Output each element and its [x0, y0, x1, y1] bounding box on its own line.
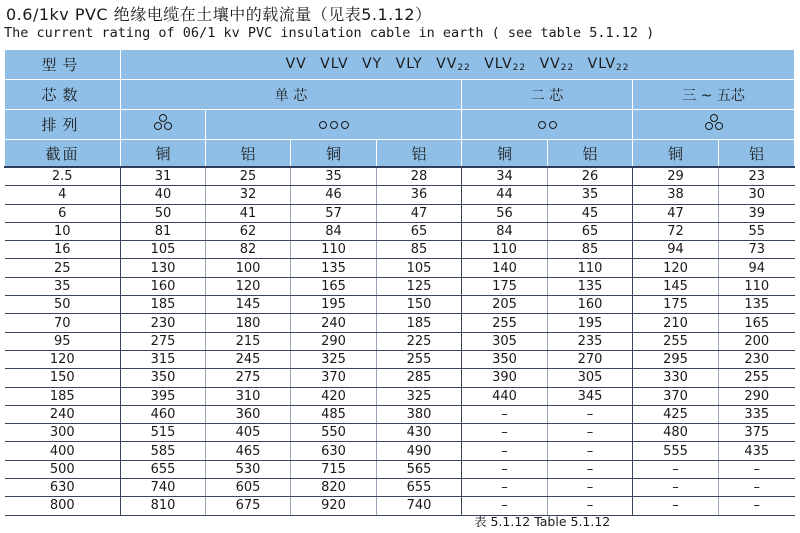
material-header-row [5, 140, 795, 168]
current-rating-cell: 295 [633, 350, 719, 368]
current-rating-cell: 230 [121, 314, 206, 332]
table-row [5, 442, 795, 460]
current-rating-cell: – [462, 460, 548, 478]
current-rating-cell: 26 [548, 167, 633, 186]
current-rating-cell: 150 [377, 296, 462, 314]
current-rating-cell: – [548, 479, 633, 497]
current-rating-cell: 120 [206, 277, 291, 295]
current-rating-cell: – [462, 442, 548, 460]
cross-section-cell: 4 [5, 186, 121, 204]
current-rating-cell: 420 [291, 387, 377, 405]
current-rating-cell: 135 [719, 296, 795, 314]
current-rating-cell: 73 [719, 241, 795, 259]
cross-section-cell: 16 [5, 241, 121, 259]
current-rating-cell: 30 [719, 186, 795, 204]
current-rating-cell: – [633, 497, 719, 515]
current-rating-cell: – [548, 442, 633, 460]
current-rating-cell: 40 [121, 186, 206, 204]
table-body [5, 167, 795, 515]
table-row [5, 259, 795, 277]
current-rating-cell: 55 [719, 222, 795, 240]
current-rating-cell: 32 [206, 186, 291, 204]
table-row [5, 405, 795, 423]
table-caption: 表 5.1.12 Table 5.1.12 [474, 514, 611, 529]
current-rating-cell: 370 [291, 369, 377, 387]
current-rating-cell: – [548, 460, 633, 478]
model-vly: VLY [395, 56, 423, 72]
current-rating-cell: 565 [377, 460, 462, 478]
model-vlv22-b: $VLV_{22}$ [587, 56, 630, 73]
current-rating-cell: 125 [377, 277, 462, 295]
column-header: 铝 [377, 140, 462, 168]
current-rating-cell: 85 [548, 241, 633, 259]
current-rating-cell: 485 [291, 405, 377, 423]
current-rating-cell: 195 [548, 314, 633, 332]
current-rating-cell: 480 [633, 424, 719, 442]
column-header: 铝 [719, 140, 795, 168]
current-rating-cell: 57 [291, 204, 377, 222]
current-rating-cell: 25 [206, 167, 291, 186]
current-rating-cell: – [548, 424, 633, 442]
current-rating-cell: 555 [633, 442, 719, 460]
current-rating-table [4, 49, 795, 516]
current-rating-cell: 655 [377, 479, 462, 497]
current-rating-cell: – [462, 479, 548, 497]
page-title-english: The current rating of 06/1 kv PVC insulation cable in earth ( see table 5.1.12 ) [4, 25, 655, 41]
three-core-arrangement-icon [633, 110, 795, 140]
current-rating-cell: 225 [377, 332, 462, 350]
table-row [5, 277, 795, 295]
current-rating-cell: 46 [291, 186, 377, 204]
three-five-core-header: 三 ~ 五芯 [633, 80, 795, 110]
current-rating-cell: 36 [377, 186, 462, 204]
current-rating-cell: 305 [548, 369, 633, 387]
model-vv22-b: $VV_{22}$ [539, 56, 575, 73]
current-rating-cell: 345 [548, 387, 633, 405]
column-header: 铝 [548, 140, 633, 168]
cross-section-cell: 800 [5, 497, 121, 515]
current-rating-cell: 425 [633, 405, 719, 423]
current-rating-cell: 65 [548, 222, 633, 240]
table-row [5, 222, 795, 240]
cross-section-cell: 70 [5, 314, 121, 332]
column-header: 铜 [462, 140, 548, 168]
current-rating-cell: 210 [633, 314, 719, 332]
current-rating-cell: – [462, 424, 548, 442]
current-rating-cell: 135 [548, 277, 633, 295]
current-rating-cell: 305 [462, 332, 548, 350]
current-rating-cell: 435 [719, 442, 795, 460]
current-rating-cell: 145 [206, 296, 291, 314]
current-rating-cell: 395 [121, 387, 206, 405]
cores-header-row [5, 80, 795, 110]
current-rating-cell: 23 [719, 167, 795, 186]
cross-section-cell: 500 [5, 460, 121, 478]
cross-section-cell: 300 [5, 424, 121, 442]
cross-section-cell: 120 [5, 350, 121, 368]
table-row [5, 314, 795, 332]
current-rating-cell: 315 [121, 350, 206, 368]
current-rating-cell: – [633, 479, 719, 497]
table-row [5, 350, 795, 368]
current-rating-cell: 175 [633, 296, 719, 314]
current-rating-cell: 390 [462, 369, 548, 387]
current-rating-cell: 325 [291, 350, 377, 368]
current-rating-cell: 105 [377, 259, 462, 277]
column-header: 铝 [206, 140, 291, 168]
current-rating-cell: 360 [206, 405, 291, 423]
two-core-arrangement-icon [462, 110, 633, 140]
model-vlv: VLV [320, 56, 349, 72]
current-rating-cell: 290 [291, 332, 377, 350]
current-rating-cell: 81 [121, 222, 206, 240]
current-rating-cell: 430 [377, 424, 462, 442]
current-rating-cell: 255 [377, 350, 462, 368]
current-rating-cell: 195 [291, 296, 377, 314]
current-rating-cell: 65 [377, 222, 462, 240]
table-row [5, 424, 795, 442]
current-rating-cell: 230 [719, 350, 795, 368]
single-core-header: 单 芯 [121, 80, 462, 110]
page-title-chinese: 0.6/1kv PVC 绝缘电缆在土壤中的载流量（见表5.1.12） [6, 5, 432, 24]
current-rating-cell: 205 [462, 296, 548, 314]
cross-section-cell: 2.5 [5, 167, 121, 186]
current-rating-cell: 35 [291, 167, 377, 186]
current-rating-cell: 29 [633, 167, 719, 186]
current-rating-cell: 110 [548, 259, 633, 277]
current-rating-cell: – [719, 497, 795, 515]
current-rating-cell: 405 [206, 424, 291, 442]
current-rating-cell: 105 [121, 241, 206, 259]
current-rating-cell: 56 [462, 204, 548, 222]
current-rating-cell: 72 [633, 222, 719, 240]
cross-section-cell: 630 [5, 479, 121, 497]
current-rating-cell: 84 [291, 222, 377, 240]
current-rating-cell: 160 [121, 277, 206, 295]
model-header-row [5, 50, 795, 80]
cross-section-cell: 240 [5, 405, 121, 423]
table-row [5, 204, 795, 222]
current-rating-cell: 47 [633, 204, 719, 222]
current-rating-cell: 180 [206, 314, 291, 332]
column-header: 铜 [121, 140, 206, 168]
current-rating-cell: 85 [377, 241, 462, 259]
current-rating-cell: 255 [633, 332, 719, 350]
current-rating-cell: 135 [291, 259, 377, 277]
current-rating-cell: 740 [121, 479, 206, 497]
current-rating-cell: 200 [719, 332, 795, 350]
current-rating-cell: 325 [377, 387, 462, 405]
current-rating-cell: 100 [206, 259, 291, 277]
model-vv22: $VV_{22}$ [436, 56, 471, 73]
current-rating-cell: – [548, 497, 633, 515]
current-rating-cell: 810 [121, 497, 206, 515]
section-label: 截面 [5, 140, 121, 168]
current-rating-cell: 45 [548, 204, 633, 222]
current-rating-cell: 120 [633, 259, 719, 277]
current-rating-cell: 255 [719, 369, 795, 387]
table-row [5, 460, 795, 478]
cross-section-cell: 6 [5, 204, 121, 222]
cross-section-cell: 95 [5, 332, 121, 350]
current-rating-cell: 490 [377, 442, 462, 460]
model-vlv22: $VLV_{22}$ [484, 56, 527, 73]
current-rating-cell: 370 [633, 387, 719, 405]
table-row [5, 497, 795, 515]
current-rating-cell: 50 [121, 204, 206, 222]
current-rating-cell: 375 [719, 424, 795, 442]
current-rating-cell: 240 [291, 314, 377, 332]
current-rating-cell: 160 [548, 296, 633, 314]
cross-section-cell: 400 [5, 442, 121, 460]
current-rating-cell: 715 [291, 460, 377, 478]
cross-section-cell: 185 [5, 387, 121, 405]
current-rating-cell: – [462, 405, 548, 423]
current-rating-cell: 330 [633, 369, 719, 387]
trefoil-arrangement-icon [121, 110, 206, 140]
current-rating-cell: 245 [206, 350, 291, 368]
two-core-header: 二 芯 [462, 80, 633, 110]
current-rating-cell: 285 [377, 369, 462, 387]
current-rating-cell: 35 [548, 186, 633, 204]
table-row [5, 296, 795, 314]
current-rating-cell: 675 [206, 497, 291, 515]
current-rating-cell: 62 [206, 222, 291, 240]
table-row [5, 387, 795, 405]
current-rating-cell: 380 [377, 405, 462, 423]
current-rating-cell: 440 [462, 387, 548, 405]
current-rating-cell: 350 [462, 350, 548, 368]
current-rating-cell: 38 [633, 186, 719, 204]
column-header: 铜 [291, 140, 377, 168]
model-list [121, 50, 795, 80]
cross-section-cell: 50 [5, 296, 121, 314]
cross-section-cell: 150 [5, 369, 121, 387]
current-rating-cell: 94 [633, 241, 719, 259]
current-rating-cell: 270 [548, 350, 633, 368]
current-rating-cell: 605 [206, 479, 291, 497]
table-row [5, 332, 795, 350]
current-rating-cell: – [548, 405, 633, 423]
current-rating-cell: 655 [121, 460, 206, 478]
current-rating-cell: 130 [121, 259, 206, 277]
model-vv: VV [285, 56, 307, 72]
current-rating-cell: 235 [548, 332, 633, 350]
current-rating-cell: 820 [291, 479, 377, 497]
current-rating-cell: 275 [206, 369, 291, 387]
current-rating-cell: 460 [121, 405, 206, 423]
current-rating-cell: – [462, 497, 548, 515]
current-rating-cell: 290 [719, 387, 795, 405]
current-rating-cell: 185 [377, 314, 462, 332]
current-rating-cell: 310 [206, 387, 291, 405]
current-rating-cell: 110 [719, 277, 795, 295]
current-rating-cell: 39 [719, 204, 795, 222]
cross-section-cell: 10 [5, 222, 121, 240]
current-rating-cell: 515 [121, 424, 206, 442]
model-label: 型号 [5, 50, 121, 80]
current-rating-cell: 185 [121, 296, 206, 314]
current-rating-cell: 34 [462, 167, 548, 186]
current-rating-cell: 335 [719, 405, 795, 423]
current-rating-cell: 165 [719, 314, 795, 332]
current-rating-cell: 465 [206, 442, 291, 460]
current-rating-cell: 740 [377, 497, 462, 515]
current-rating-cell: 94 [719, 259, 795, 277]
cross-section-cell: 25 [5, 259, 121, 277]
cores-label: 芯数 [5, 80, 121, 110]
current-rating-cell: – [633, 460, 719, 478]
cross-section-cell: 35 [5, 277, 121, 295]
current-rating-cell: – [719, 460, 795, 478]
current-rating-cell: 110 [462, 241, 548, 259]
table-row [5, 479, 795, 497]
current-rating-cell: 47 [377, 204, 462, 222]
current-rating-cell: 82 [206, 241, 291, 259]
arrangement-label: 排列 [5, 110, 121, 140]
table-row [5, 186, 795, 204]
current-rating-cell: 585 [121, 442, 206, 460]
current-rating-cell: 630 [291, 442, 377, 460]
current-rating-cell: 350 [121, 369, 206, 387]
current-rating-cell: 255 [462, 314, 548, 332]
current-rating-cell: 165 [291, 277, 377, 295]
flat-arrangement-icon [206, 110, 462, 140]
current-rating-cell: – [719, 479, 795, 497]
current-rating-cell: 140 [462, 259, 548, 277]
current-rating-cell: 920 [291, 497, 377, 515]
arrangement-header-row [5, 110, 795, 140]
current-rating-cell: 31 [121, 167, 206, 186]
current-rating-cell: 41 [206, 204, 291, 222]
current-rating-cell: 44 [462, 186, 548, 204]
current-rating-cell: 275 [121, 332, 206, 350]
current-rating-cell: 110 [291, 241, 377, 259]
current-rating-cell: 550 [291, 424, 377, 442]
column-header: 铜 [633, 140, 719, 168]
current-rating-cell: 215 [206, 332, 291, 350]
model-vy: VY [362, 56, 383, 72]
current-rating-cell: 84 [462, 222, 548, 240]
current-rating-cell: 175 [462, 277, 548, 295]
table-row [5, 241, 795, 259]
current-rating-cell: 530 [206, 460, 291, 478]
current-rating-cell: 28 [377, 167, 462, 186]
current-rating-cell: 145 [633, 277, 719, 295]
table-row [5, 369, 795, 387]
table-row [5, 167, 795, 186]
